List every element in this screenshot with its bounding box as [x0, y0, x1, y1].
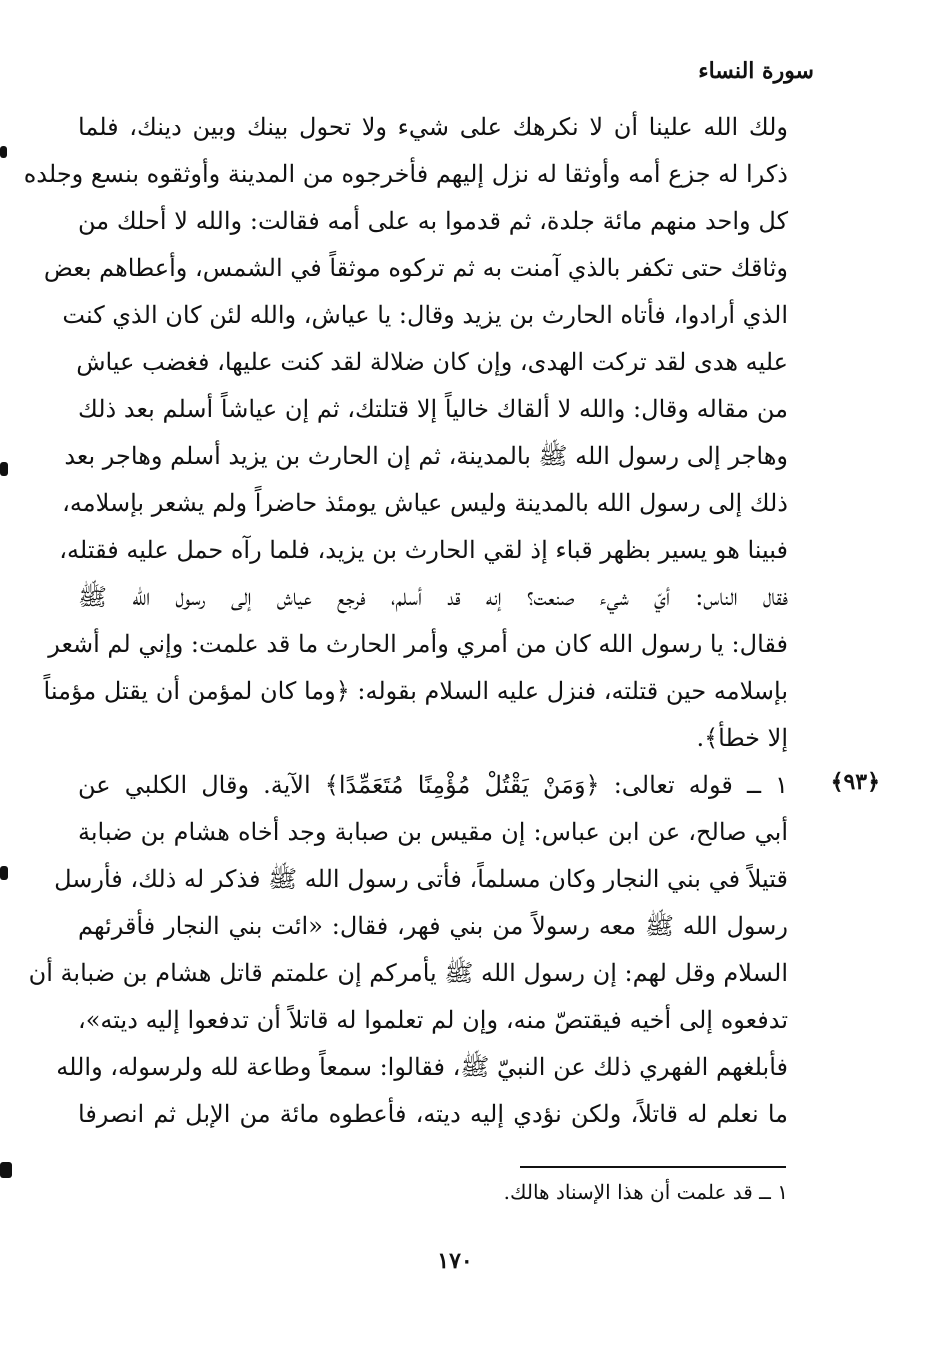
- page-number: ١٧٠: [437, 1248, 473, 1274]
- text-line: ذلك إلى رسول الله بالمدينة وليس عياش يومئذ حاضراً ولم يشعر بإسلامه،: [62, 489, 788, 517]
- text-line: فقال الناس: أيّ شيء صنعت؟ إنه قد أسلم، فرجع عياش إلى رسول الله ﷺ: [78, 583, 788, 611]
- text-line: وثاقك حتى تكفر بالذي آمنت به ثم تركوه موثقاً في الشمس، وأعطاهم بعض: [43, 254, 788, 282]
- footnote-divider: [520, 1166, 786, 1168]
- section-line: السلام وقل لهم: إن رسول الله ﷺ يأمركم إن علمتم قاتل هشام بن ضبابة أن: [28, 959, 788, 987]
- text-line: من مقاله وقال: والله لا ألقاك خالياً إلا قتلتك، ثم إن عياشاً أسلم بعد ذلك: [78, 395, 788, 423]
- text-line: الذي أرادوا، فأتاه الحارث بن يزيد وقال: يا عياش، والله لئن كان الذي كنت: [62, 301, 788, 329]
- section-line: تدفعوه إلى أخيه فيقتصّ منه، وإن لم تعلموا له قاتلاً أن تدفعوا إليه ديته»،: [78, 1006, 788, 1034]
- text-line: إلا خطأ﴾.: [696, 724, 788, 752]
- section-line: ١ ــ قوله تعالى: ﴿وَمَنْ يَقْتُلْ مُؤْمِنًا مُتَعَمِّدًا﴾ الآية. وقال الكلبي عن: [78, 771, 788, 799]
- section-line: فأبلغهم الفهري ذلك عن النبيّ ﷺ، فقالوا: سمعاً وطاعة لله ولرسوله، والله: [56, 1053, 788, 1081]
- text-line: بإسلامه حين قتلته، فنزل عليه السلام بقوله: ﴿وما كان لمؤمن أن يقتل مؤمناً: [43, 677, 788, 705]
- text-line: ذكرا له جزع أمه وأوثقا له نزل إليهم فأخرجوه من المدينة وأوثقوه بنسع وجلده: [23, 160, 788, 188]
- scan-edge-mark: [0, 866, 8, 880]
- running-header: سورة النساء: [698, 58, 814, 84]
- text-line: ولك الله علينا أن لا نكرهك على شيء ولا تحول بينك وبين دينك، فلما: [78, 113, 788, 141]
- main-text-block: [23, 104, 788, 762]
- scan-edge-mark: [0, 462, 8, 476]
- text-line: عليه هدى لقد تركت الهدى، وإن كان ضلالة لقد كنت عليها، فغضب عياش: [76, 348, 788, 376]
- text-line: كل واحد منهم مائة جلدة، ثم قدموا به على أمه فقالت: والله لا أحلك من: [78, 207, 788, 235]
- section-text-block: [28, 762, 788, 1138]
- text-line: فبينا هو يسير بظهر قباء إذ لقي الحارث بن يزيد، فلما رآه حمل عليه فقتله،: [59, 536, 788, 564]
- section-line: ما نعلم له قاتلاً، ولكن نؤدي إليه ديته، فأعطوه مائة من الإبل ثم انصرفا: [78, 1100, 788, 1128]
- verse-number-marker: ﴿٩٣﴾: [830, 769, 880, 795]
- section-line: قتيلاً في بني النجار وكان مسلماً، فأتى رسول الله ﷺ فذكر له ذلك، فأرسل: [54, 865, 788, 893]
- scan-edge-mark: [0, 146, 7, 158]
- footnote: ١ ــ قد علمت أن هذا الإسناد هالك.: [503, 1180, 788, 1204]
- text-line: وهاجر إلى رسول الله ﷺ بالمدينة، ثم إن الحارث بن يزيد أسلم وهاجر بعد: [64, 442, 788, 470]
- text-line: فقال: يا رسول الله كان من أمري وأمر الحارث ما قد علمت: وإني لم أشعر: [48, 630, 788, 658]
- scan-edge-mark: [0, 1162, 12, 1178]
- section-line: رسول الله ﷺ معه رسولاً من بني فهر، فقال: «ائت بني النجار فأقرئهم: [78, 912, 788, 940]
- section-line: أبي صالح، عن ابن عباس: إن مقيس بن صبابة وجد أخاه هشام بن ضبابة: [78, 818, 788, 846]
